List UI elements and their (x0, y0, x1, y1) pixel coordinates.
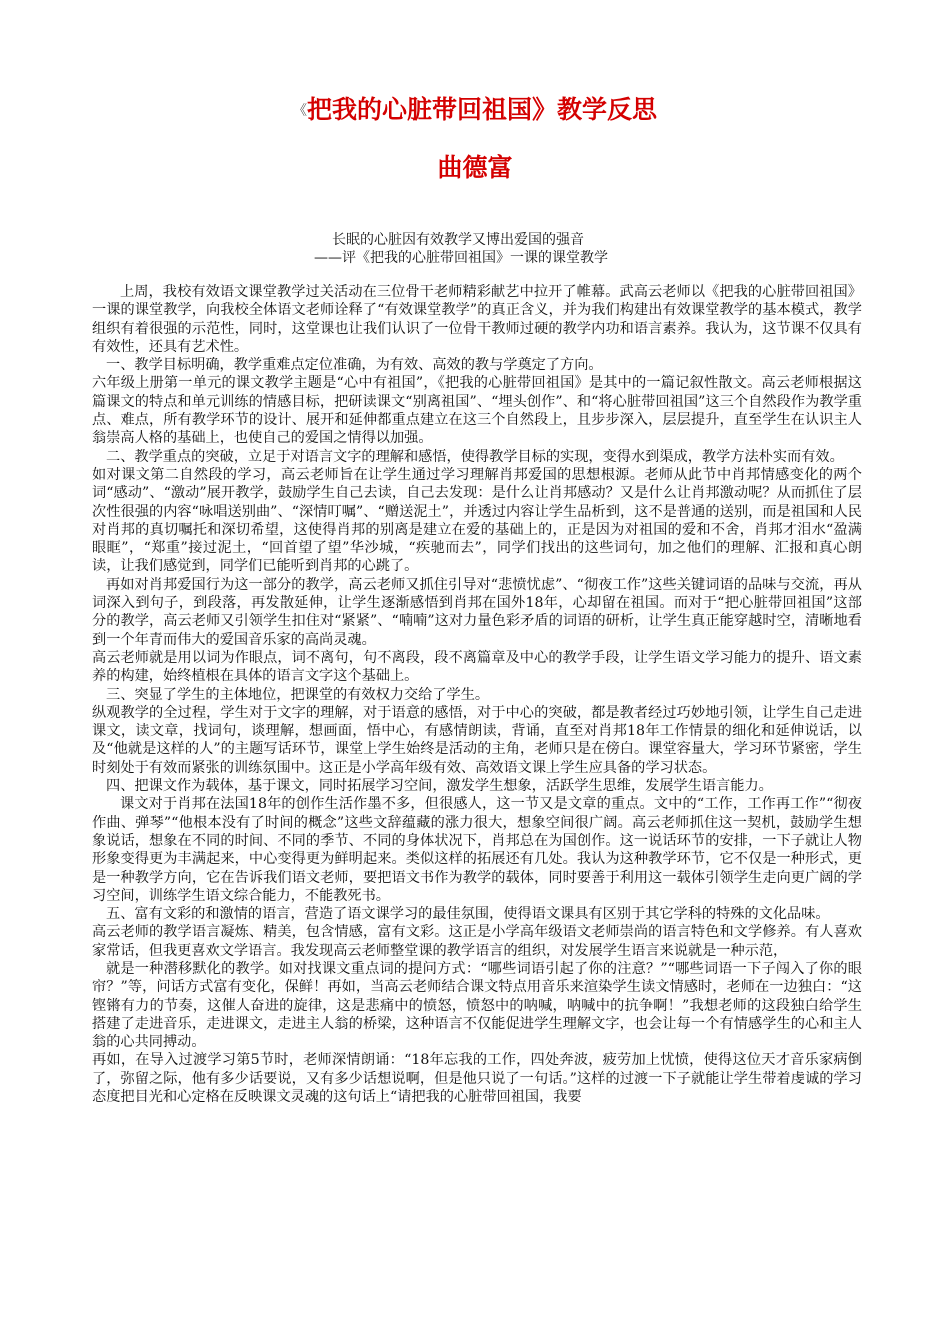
title-lead-mark: 《 (292, 103, 307, 119)
paragraph: 三、突显了学生的主体地位，把课堂的有效权力交给了学生。 (106, 686, 490, 703)
author-name: 曲德富 (437, 153, 513, 182)
paragraph: 纵观教学的全过程，学生对于文字的理解，对于语意的感悟，对于中心的突破，都是教者经过巧妙地引领，让学生自己走进课文，读文章，找词句，谈理解，想画面，悟中心，有感情朗读，背诵，直至对肖邦18年工作情景的细化和延伸说话，以及“他就是这样的人”的主题写话环节，课堂上学生始终是活动的主角，老师只是在傍白。课堂容量大，学习环节紧密，学生时刻处于有效而紧张的训练氛围中。这正是小学高年级有效、高效语文课上学生应具备的学习状态。 (92, 704, 862, 776)
subtitle-line-1: 长眠的心脏因有效教学又博出爱国的强音 (332, 232, 584, 248)
paragraph: 四、把课文作为载体，基于课文，同时拓展学习空间，激发学生想象，活跃学生思维，发展学生语言能力。 (106, 778, 773, 795)
document-body (92, 283, 862, 1106)
paragraph: 二、教学重点的突破，立足于对语言文字的理解和感悟，使得教学目标的实现，变得水到渠成，教学方法朴实而有效。 (106, 448, 844, 465)
paragraph: 如对课文第二自然段的学习，高云老师旨在让学生通过学习理解肖邦爱国的思想根源。老师从此节中肖邦情感变化的两个词“感动”、“激动”展开教学，鼓励学生自己去读，自己去发现：是什么让肖邦感动？又是什么让肖邦激动呢？从而抓住了层次性很强的内容“咏唱送别曲”、“深情叮嘱”、“赠送泥土”，并透过内容让学生品析到，这不是普通的送别，而是祖国和人民对肖邦的真切嘱托和深切希望，这使得肖邦的别离是建立在爱的基础上的，正是因为对祖国的爱和不舍，肖邦才泪水“盈满眼眶”，“郑重”接过泥土，“回首望了望”华沙城，“疾驰而去”，同学们找出的这些词句，加之他们的理解、汇报和真心朗读，让我们感觉到，同学们已能听到肖邦的心跳了。 (92, 466, 862, 575)
paragraph: 再如，在导入过渡学习第5节时，老师深情朗诵：“18年忘我的工作，四处奔波，疲劳加上忧愤，使得这位天才音乐家病倒了，弥留之际，他有多少话要说，又有多少话想说啊，但是他只说了一句话。”这样的过渡一下子就能让学生带着虔诚的学习态度把目光和心定格在反映课文灵魂的这句话上“请把我的心脏带回祖国，我要 (92, 1052, 862, 1106)
subtitle-line-2: ——评《把我的心脏带回祖国》一课的课堂教学 (314, 250, 608, 266)
paragraph: 五、富有文彩的和激情的语言，营造了语文课学习的最佳氛围，使得语文课具有区别于其它学科的特殊的文化品味。 (106, 906, 830, 923)
paragraph: 高云老师的教学语言凝炼、精美，包含情感，富有文彩。这正是小学高年级语文老师崇尚的语言特色和文学修养。有人喜欢家常话，但我更喜欢文学语言。我发现高云老师整堂课的教学语言的组织，对发展学生语言来说就是一种示范， (92, 924, 862, 959)
paragraph: 课文对于肖邦在法国18年的创作生活作墨不多，但很感人，这一节又是文章的重点。文中的“工作，工作再工作”“彻夜作曲、弹琴”“他根本没有了时间的概念”这些文辞蕴藏的涨力很大，想象空间很广阔。高云老师抓住这一契机，鼓励学生想象说话，想象在不同的时间、不同的季节、不同的身体状况下，肖邦总在为国创作。这一说话环节的安排，一下子就让人物形象变得更为丰满起来，中心变得更为鲜明起来。类似这样的拓展还有几处。我认为这种教学环节，它不仅是一种形式，更是一种教学方向，它在告诉我们语文老师，要把语文书作为教学的载体，同时要善于利用这一载体引领学生走向更广阔的学习空间，训练学生语文综合能力，不能教死书。 (92, 796, 862, 904)
title-text: 把我的心脏带回祖国》教学反思 (306, 95, 657, 124)
paragraph: 上周，我校有效语文课堂教学过关活动在三位骨干老师精彩献艺中拉开了帷幕。武高云老师以《把我的心脏带回祖国》一课的课堂教学，向我校全体语文老师诠释了“有效课堂教学”的真正含义，并为我们构建出有效课堂教学的基本模式，教学组织有着很强的示范性，同时，这堂课也让我们认识了一位骨干教师过硬的教学内功和语言素养。我认为，这节课不仅具有有效性，还具有艺术性。 (92, 284, 862, 355)
paragraph: 高云老师就是用以词为作眼点，词不离句，句不离段，段不离篇章及中心的教学手段，让学生语文学习能力的提升、语文素养的构建，始终植根在具体的语言文字这个基础上。 (92, 649, 862, 685)
paragraph: 再如对肖邦爱国行为这一部分的教学，高云老师又抓住引导对“悲愤忧虑”、“彻夜工作”这些关键词语的品味与交流，再从词深入到句子，到段落，再发散延伸，让学生逐渐感悟到肖邦在国外18年，心却留在祖国。而对于“把心脏带回祖国”这部分的教学，高云老师又引领学生扣住对“紧紧”、“喃喃”这对力量色彩矛盾的词语的研析，让学生真正能穿越时空，清晰地看到一个年青而伟大的爱国音乐家的高尚灵魂。 (92, 576, 862, 648)
paragraph: 六年级上册第一单元的课文教学主题是“心中有祖国”，《把我的心脏带回祖国》是其中的一篇记叙性散文。高云老师根据这篇课文的特点和单元训练的情感目标，把研读课文“别离祖国”、“埋头创作”、和“将心脏带回祖国”这三个自然段作为教学重点、难点，所有教学环节的设计、展开和延伸都重点建立在这三个自然段上，且步步深入，层层提升，直至学生在认识主人翁崇高人格的基础上，也使自己的爱国之情得以加强。 (92, 375, 862, 447)
paragraph: 一、教学目标明确，教学重难点定位准确，为有效、高效的教与学奠定了方向。 (106, 357, 603, 374)
document-title (0, 90, 950, 126)
paragraph: 就是一种潜移默化的教学。如对找课文重点词的提问方式：“哪些词语引起了你的注意？”“哪些词语一下子闯入了你的眼帘？”等，问话方式富有变化，保鲜！再如，当高云老师结合课文特点用音乐来渲染学生读文情感时，老师在一边独白：“这铿锵有力的节奏，这催人奋进的旋律，这是悲痛中的愤怒，愤怒中的呐喊，呐喊中的抗争啊！”我想老师的这段独白给学生搭建了走进音乐，走进课文，走进主人翁的桥梁，这种语言不仅能促进学生理解文字，也会让每一个有情感学生的心和主人翁的心共同搏动。 (92, 960, 862, 1051)
